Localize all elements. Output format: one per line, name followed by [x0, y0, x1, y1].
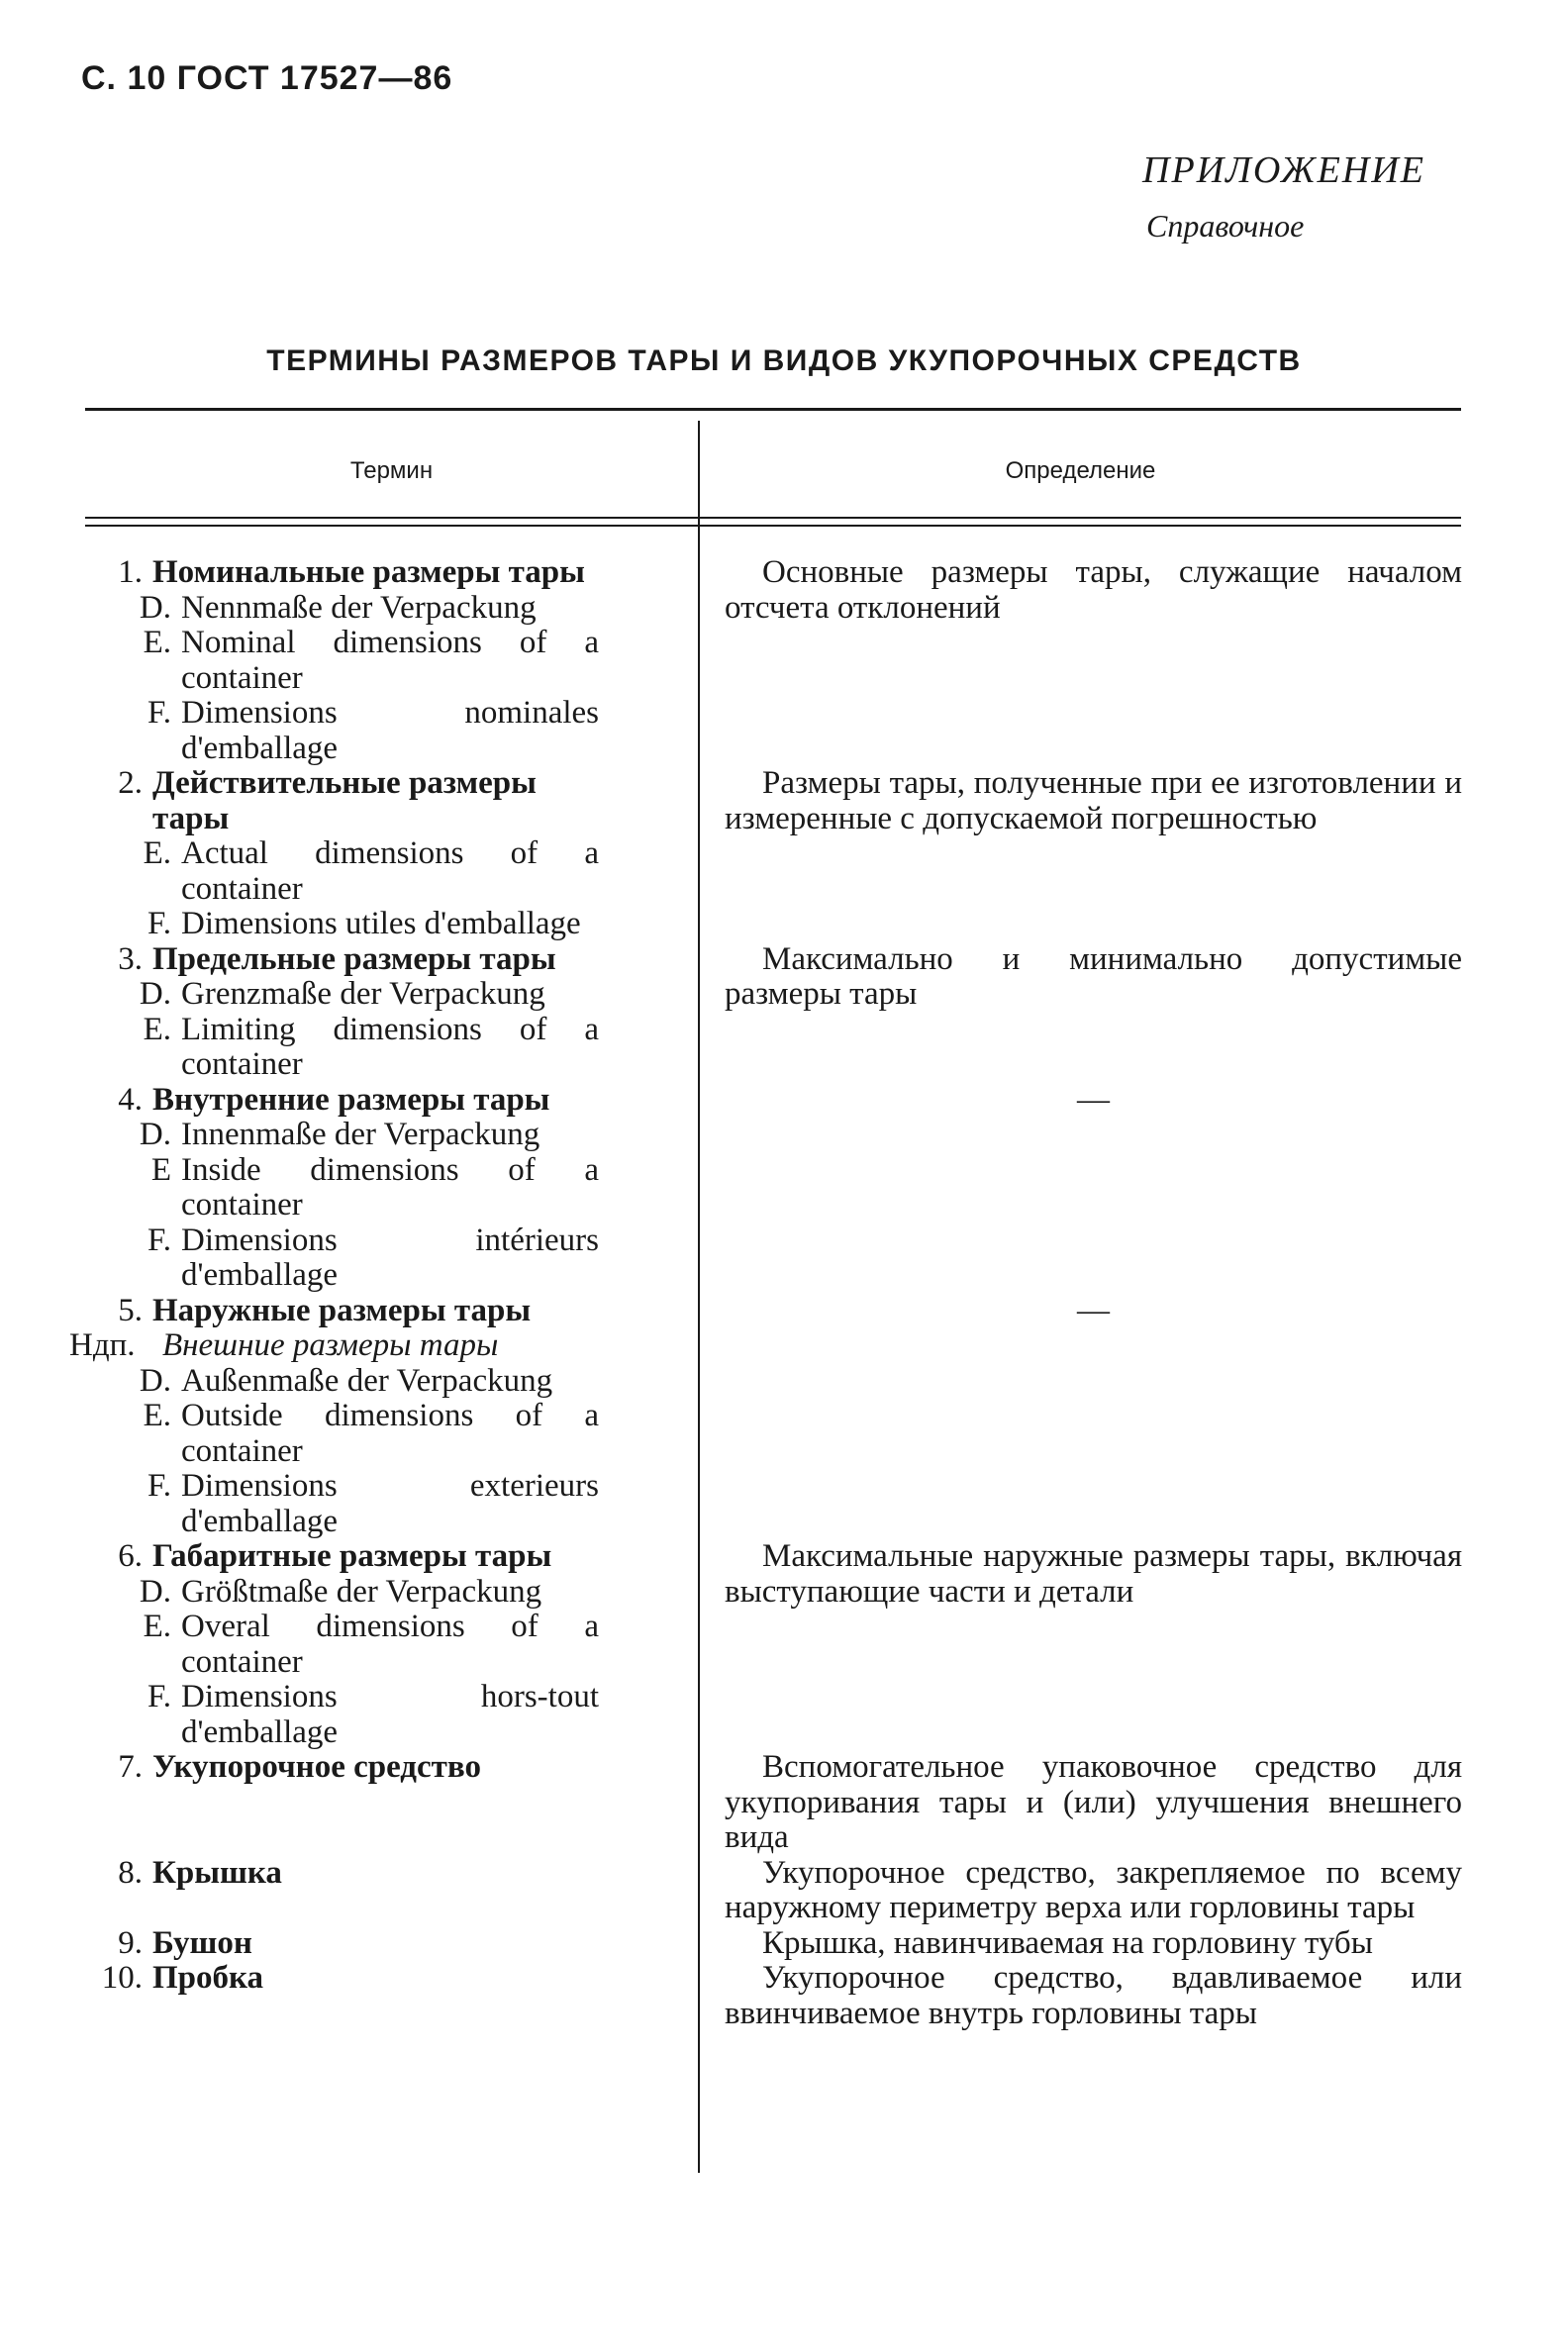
translation: Größtmaße der Verpackung: [181, 1573, 542, 1610]
definition-cell: [725, 1750, 1462, 1856]
table-row: [0, 1961, 1568, 2031]
lang-code: D.: [139, 1117, 171, 1152]
translation: Dimensions utiles d'emballage: [181, 906, 581, 941]
lang-code: D.: [139, 589, 171, 626]
translation: Overal dimensions of a container: [181, 1609, 599, 1680]
term-cell: [0, 1750, 599, 1856]
term-cell: [0, 555, 599, 766]
definition-text: Укупорочное средство, вдавливаемое или ввинчиваемое внутрь горловины тары: [725, 1960, 1462, 2031]
lang-code: D.: [139, 976, 171, 1012]
term-number: 10.: [101, 1960, 143, 1996]
term-name: Номинальные размеры тары: [152, 554, 585, 590]
definition-cell: [725, 1926, 1462, 1962]
page-header: С. 10 ГОСТ 17527—86: [81, 59, 453, 97]
definition-text: Максимальные наружные размеры тары, включая выступающие части и детали: [725, 1538, 1462, 1610]
term-cell: [0, 1539, 599, 1750]
term-cell: [0, 942, 599, 1083]
definition-text: Крышка, навинчиваемая на горловину тубы: [762, 1924, 1373, 1961]
definition-text: Основные размеры тары, служащие началом отсчета отклонений: [725, 554, 1462, 626]
term-number: 9.: [118, 1924, 143, 1961]
ndp-text: Внешние размеры тары: [162, 1327, 499, 1363]
term-name: Действительные размеры тары: [152, 765, 537, 836]
translation: Nennmaße der Verpackung: [181, 589, 537, 626]
ndp-label: Ндп.: [69, 1327, 136, 1363]
translation: Inside dimensions of a container: [181, 1151, 599, 1223]
table-row: [0, 555, 1568, 766]
table-row: [0, 942, 1568, 1083]
translation: Innenmaße der Verpackung: [181, 1117, 540, 1152]
definition-text: Укупорочное средство, закрепляемое по всему наружному периметру верха или горловины тары: [725, 1854, 1462, 1925]
lang-code: F.: [147, 1679, 171, 1714]
header-rule: [85, 517, 1461, 519]
term-number: 5.: [118, 1292, 143, 1328]
definition-text: Максимально и минимально допустимые размеры тары: [725, 940, 1462, 1012]
lang-code: F.: [147, 1222, 171, 1258]
term-number: 3.: [118, 940, 143, 977]
appendix-label: ПРИЛОЖЕНИЕ: [1142, 149, 1425, 191]
translation: Grenzmaße der Verpackung: [181, 976, 545, 1012]
term-number: 1.: [118, 554, 143, 590]
table-row: [0, 1926, 1568, 1962]
table-row: [0, 1083, 1568, 1294]
definition-cell: [725, 1961, 1462, 2031]
lang-code: E.: [143, 1011, 171, 1047]
term-name: Бушон: [152, 1924, 252, 1961]
lang-code: E.: [143, 835, 171, 871]
definition-text: Размеры тары, полученные при ее изготовлении и измеренные с допускаемой погрешностью: [725, 765, 1462, 836]
definition-cell: [725, 555, 1462, 766]
appendix-status: Справочное: [1146, 208, 1305, 244]
term-name: Пробка: [152, 1960, 264, 1996]
term-name: Предельные размеры тары: [152, 940, 556, 977]
definition-cell: [725, 1083, 1462, 1294]
document-title: ТЕРМИНЫ РАЗМЕРОВ ТАРЫ И ВИДОВ УКУПОРОЧНЫХ СРЕДСТВ: [266, 344, 1302, 377]
lang-code: D.: [139, 1573, 171, 1610]
table-row: [0, 1750, 1568, 1856]
definition-cell: [725, 1856, 1462, 1926]
translation: Dimensions hors-tout d'emballage: [181, 1679, 599, 1750]
translation: Außenmaße der Verpackung: [181, 1362, 553, 1399]
definition-cell: [725, 766, 1462, 942]
definition-dash: —: [1077, 1292, 1110, 1328]
term-cell: [0, 766, 599, 942]
term-name: Внутренние размеры тары: [152, 1081, 550, 1118]
definition-cell: [725, 942, 1462, 1083]
term-cell: [0, 1961, 599, 2031]
term-number: 8.: [118, 1854, 143, 1891]
term-number: 4.: [118, 1081, 143, 1118]
table-row: [0, 1294, 1568, 1540]
table-row: [0, 766, 1568, 942]
term-name: Наружные размеры тары: [152, 1292, 532, 1328]
lang-code: E: [150, 1151, 171, 1188]
column-header-definition: Определение: [1005, 457, 1156, 484]
term-name: Укупорочное средство: [152, 1749, 481, 1785]
translation: Nominal dimensions of a container: [181, 625, 599, 696]
definition-cell: [725, 1294, 1462, 1540]
lang-code: F.: [147, 1468, 171, 1504]
translation: Dimensions nominales d'emballage: [181, 695, 599, 766]
lang-code: E.: [143, 1609, 171, 1644]
term-number: 6.: [118, 1538, 143, 1574]
header-rule-double: [85, 525, 1461, 527]
term-cell: [0, 1083, 599, 1294]
translation: Outside dimensions of a container: [181, 1398, 599, 1469]
table-top-rule: [85, 408, 1461, 411]
lang-code: E.: [143, 1398, 171, 1433]
translation: Dimensions exterieurs d'emballage: [181, 1468, 599, 1539]
term-cell: [0, 1294, 599, 1540]
definition-dash: —: [1077, 1081, 1110, 1118]
term-name: Габаритные размеры тары: [152, 1538, 552, 1574]
term-cell: [0, 1856, 599, 1926]
definition-text: Вспомогательное упаковочное средство для укупоривания тары и (или) улучшения внешнего вида: [725, 1749, 1462, 1855]
column-header-term: Термин: [349, 457, 434, 484]
term-cell: [0, 1926, 599, 1962]
deprecated-term: [69, 1328, 599, 1364]
lang-code: F.: [147, 906, 171, 941]
definition-cell: [725, 1539, 1462, 1750]
term-name: Крышка: [152, 1854, 282, 1891]
translation: Dimensions intérieurs d'emballage: [181, 1222, 599, 1293]
table-row: [0, 1539, 1568, 1750]
translation: Limiting dimensions of a container: [181, 1011, 599, 1082]
term-number: 7.: [118, 1749, 143, 1785]
term-number: 2.: [118, 765, 143, 801]
table-row: [0, 1856, 1568, 1926]
translation: Actual dimensions of a container: [181, 835, 599, 907]
terms-table-body: [0, 555, 1568, 2031]
lang-code: F.: [147, 695, 171, 731]
lang-code: D.: [139, 1362, 171, 1399]
lang-code: E.: [143, 625, 171, 660]
